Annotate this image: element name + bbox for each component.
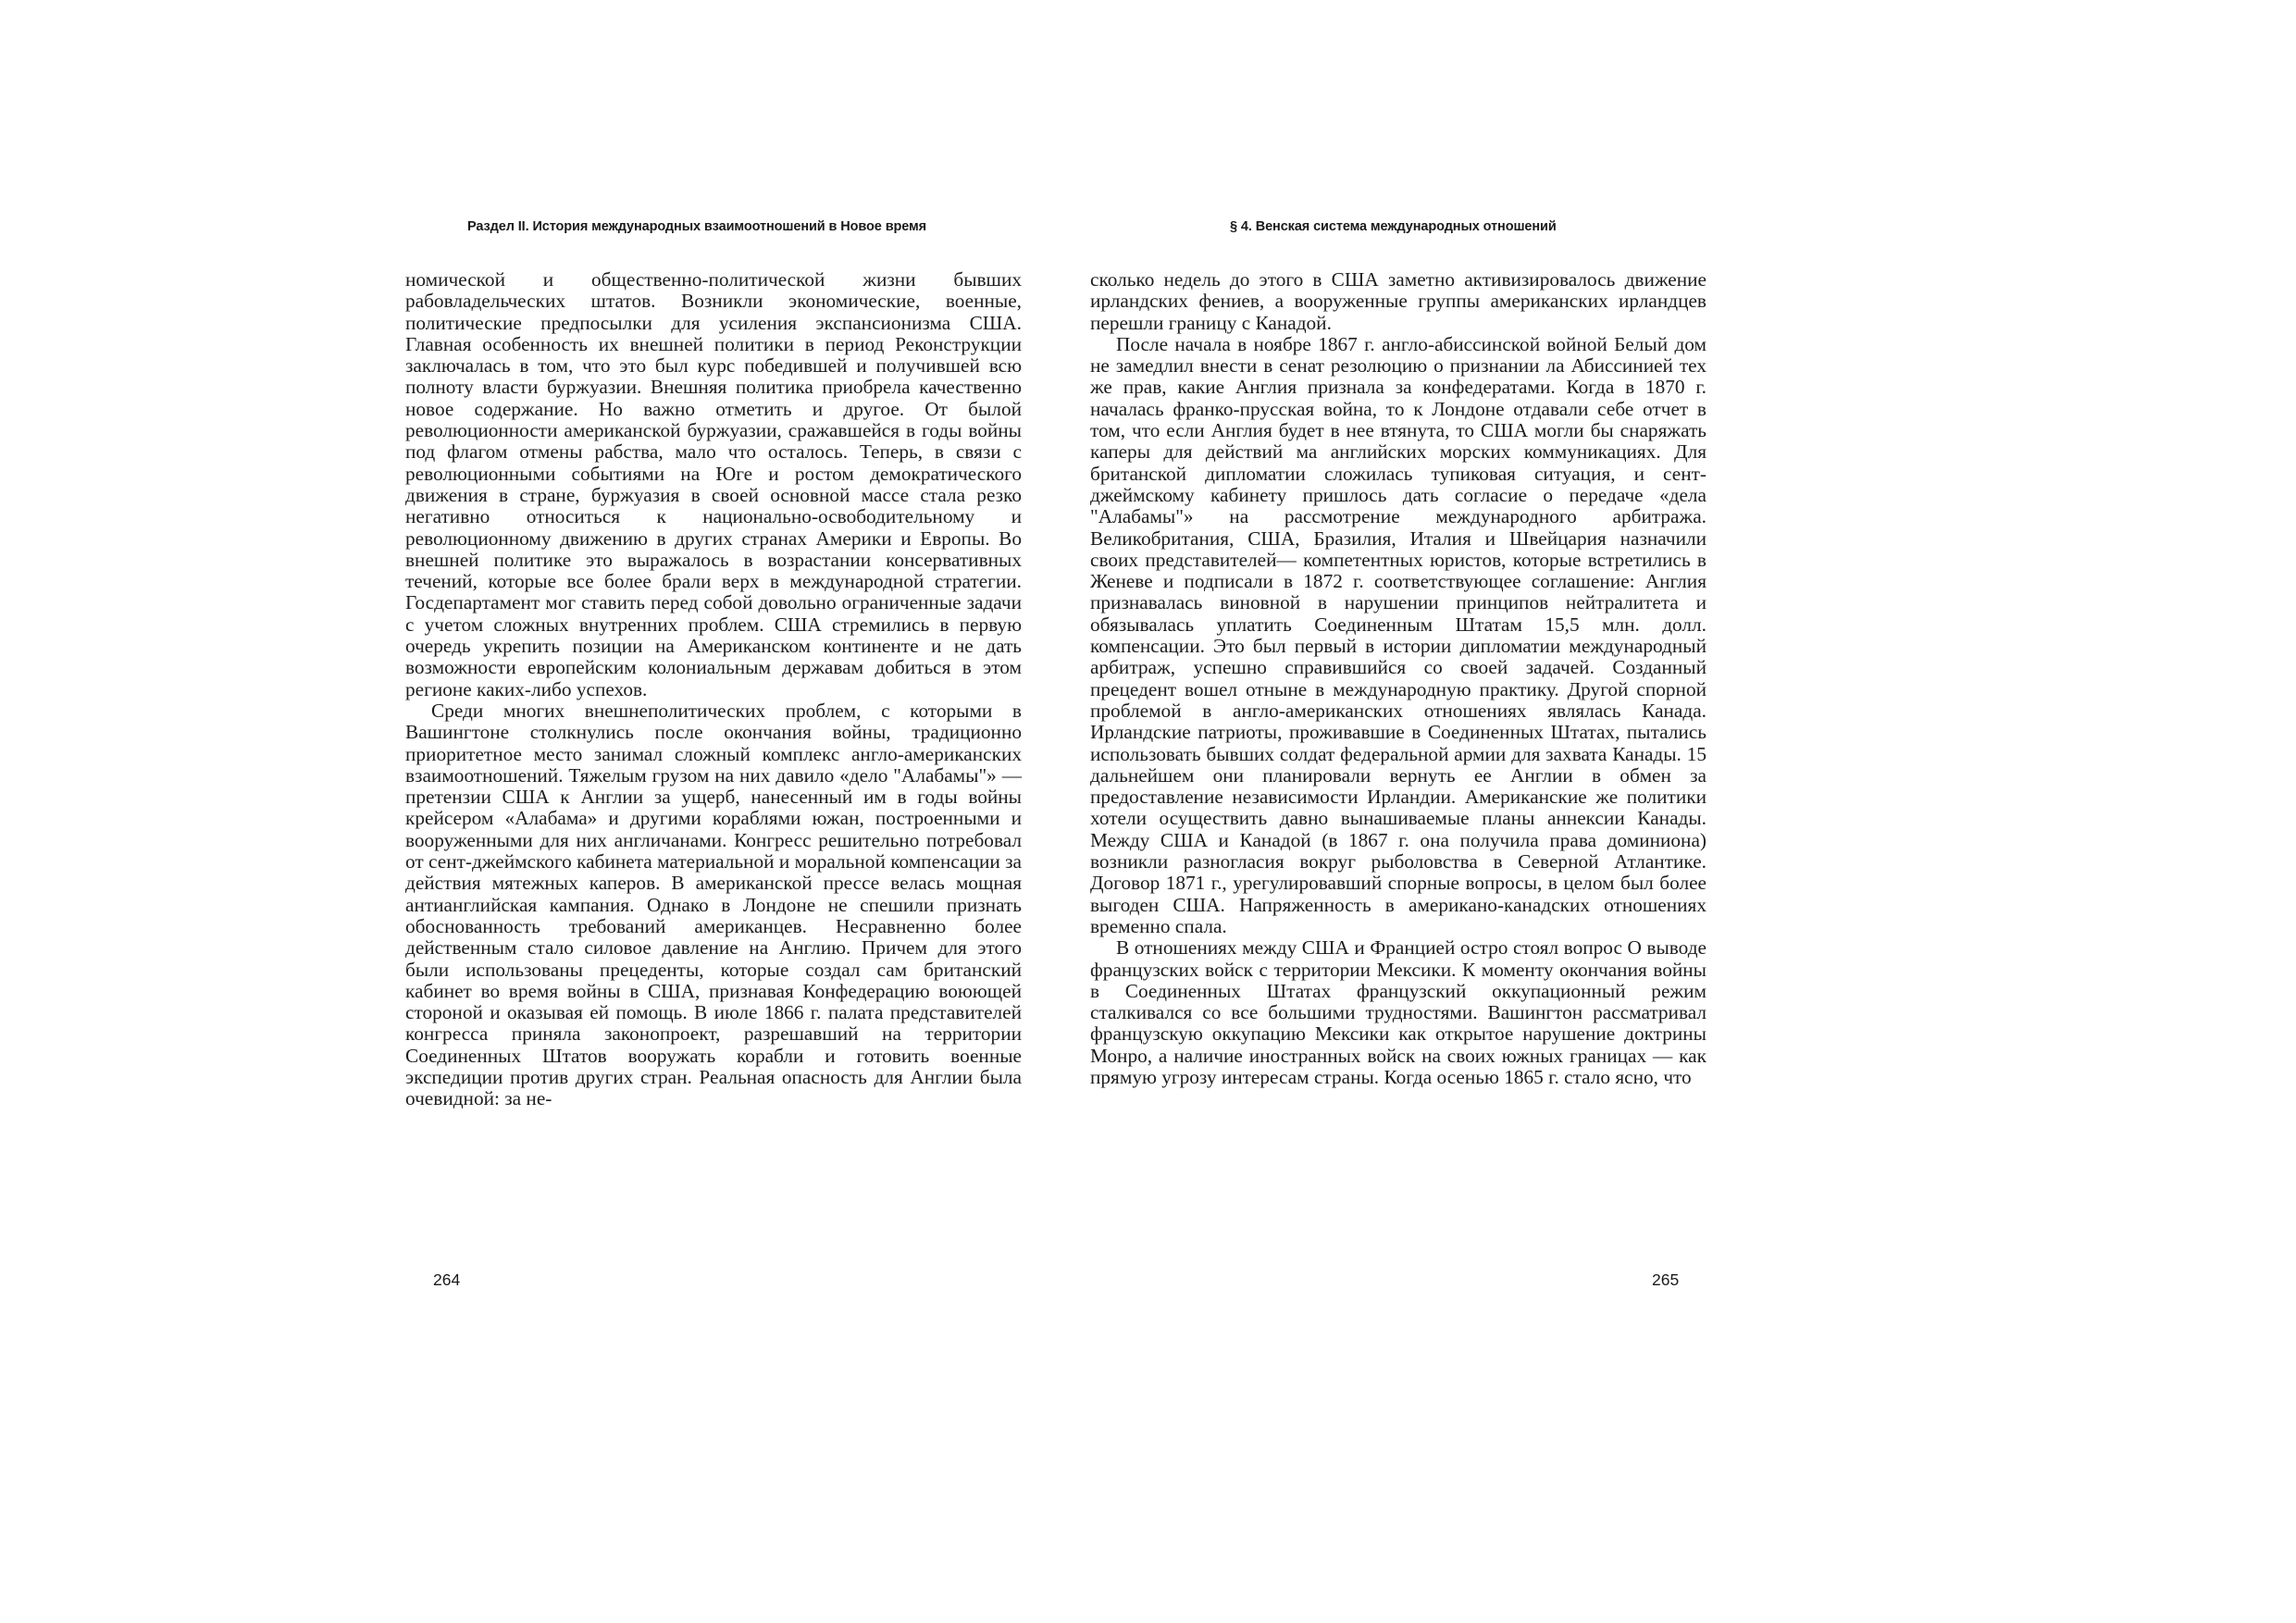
body-text — [1090, 269, 1706, 1088]
paragraph: Среди многих внешнеполитических проблем, с которыми в Вашингтоне столкнулись после окончания войны, традиционно приоритетное место занимал сложный комплекс англо-американских взаимоотношений. Тяжелым грузом на них давило «дело "Алабамы"» — претензии США к Англии за ущерб, нанесенный им в годы войны крейсером «Алабама» и другими кораблями южан, построенными и вооруженными для них англичанами. Конгресс решительно потребовал от сент-джеймского кабинета материальной и моральной компенсации за действия мятежных каперов. В американской прессе велась мощная антианглийская кампания. Однако в Лондоне не спешили признать обоснованность требований американцев. Несравненно более действенным стало силовое давление на Англию. Причем для этого были использованы прецеденты, которые создал сам британский кабинет во время войны в США, признавая Конфедерацию воюющей стороной и оказывая ей помощь. В июле 1866 г. палата представителей конгресса приняла законопроект, разрешавший на территории Соединенных Штатов вооружать корабли и готовить военные экспедиции против других стран. Реальная опасность для Англии была очевидной: за не- — [405, 699, 1022, 1110]
running-head: § 4. Венская система международных отношений — [1230, 219, 1557, 234]
paragraph: В отношениях между США и Францией остро стоял вопрос О выводе французских войск с территории Мексики. К моменту окончания войны в Соединенных Штатах французский оккупационный режим сталкивался со все большими трудностями. Вашингтон рассматривал французскую оккупацию Мексики как открытое нарушение доктрины Монро, а наличие иностранных войск на своих южных границах — как прямую угрозу интересам страны. Когда осенью 1865 г. стало ясно, что — [1090, 936, 1706, 1088]
body-text — [405, 269, 1022, 1110]
paragraph: номической и общественно-политической жизни бывших рабовладельческих штатов. Возникли экономические, военные, политические предпосылки для усиления экспансионизма США. Главная особенность их внешней политики в период Реконструкции заключалась в том, что это был курс победившей и получившей всю полноту власти буржуазии. Внешняя политика приобрела качественно новое содержание. Но важно отметить и другое. От былой революционности американской буржуазии, сражавшейся в годы войны под флагом отмены рабства, мало что осталось. Теперь, в связи с революционными событиями на Юге и ростом демократического движения в стране, буржуазия в своей основной массе стала резко негативно относиться к национально-освободительному и революционному движению в других странах Америки и Европы. Во внешней политике это выражалось в возрастании консервативных течений, которые все более брали верх в международной стратегии. Госдепартамент мог ставить перед собой довольно ограниченные задачи с учетом сложных внутренних проблем. США стремились в первую очередь укрепить позиции на Американском континенте и не дать возможности европейским колониальным державам добиться в этом регионе каких-либо успехов. — [405, 268, 1022, 700]
paragraph: сколько недель до этого в США заметно активизировалось движение ирландских фениев, а вооруженные группы американских ирландцев перешли границу с Канадой. — [1090, 268, 1706, 334]
right-page — [1090, 0, 2296, 1623]
page-number: 265 — [1652, 1270, 1680, 1289]
page-number: 264 — [433, 1270, 461, 1289]
running-head: Раздел II. История международных взаимоотношений в Новое время — [467, 219, 927, 234]
paragraph: После начала в ноябре 1867 г. англо-абиссинской войной Белый дом не замедлил внести в сенат резолюцию о признании ла Абиссинией тех же прав, какие Англия признала за конфедератами. Когда в 1870 г. началась франко-прусская война, то к Лондоне отдавали себе отчет в том, что если Англия будет в нее втянута, то США могли бы снаряжать каперы для действий ма английских морских коммуникациях. Для британской дипломатии сложилась тупиковая ситуация, и сент-джеймскому кабинету пришлось дать согласие о передаче «дела "Алабамы"» на рассмотрение международного арбитража. Великобритания, США, Бразилия, Италия и Швейцария назначили своих представителей— компетентных юристов, которые встретились в Женеве и подписали в 1872 г. соответствующее соглашение: Англия признавалась виновной в нарушении принципов нейтралитета и обязывалась уплатить Соединенным Штатам 15,5 млн. долл. компенсации. Это был первый в истории дипломатии международный арбитраж, успешно справившийся со своей задачей. Созданный прецедент вошел отныне в международную практику. Другой спорной проблемой в англо-американских отношениях являлась Канада. Ирландские патриоты, проживавшие в Соединенных Штатах, пытались использовать бывших солдат федеральной армии для захвата Канады. 15 дальнейшем они планировали вернуть ее Англии в обмен за предоставление независимости Ирландии. Американские же политики хотели осуществить давно вынашиваемые планы аннексии Канады. Между США и Канадой (в 1867 г. она получила права доминиона) возникли разногласия вокруг рыболовства в Северной Атлантике. Договор 1871 г., урегулировавший спорные вопросы, в целом был более выгоден США. Напряженность в американо-канадских отношениях временно спала. — [1090, 332, 1706, 937]
